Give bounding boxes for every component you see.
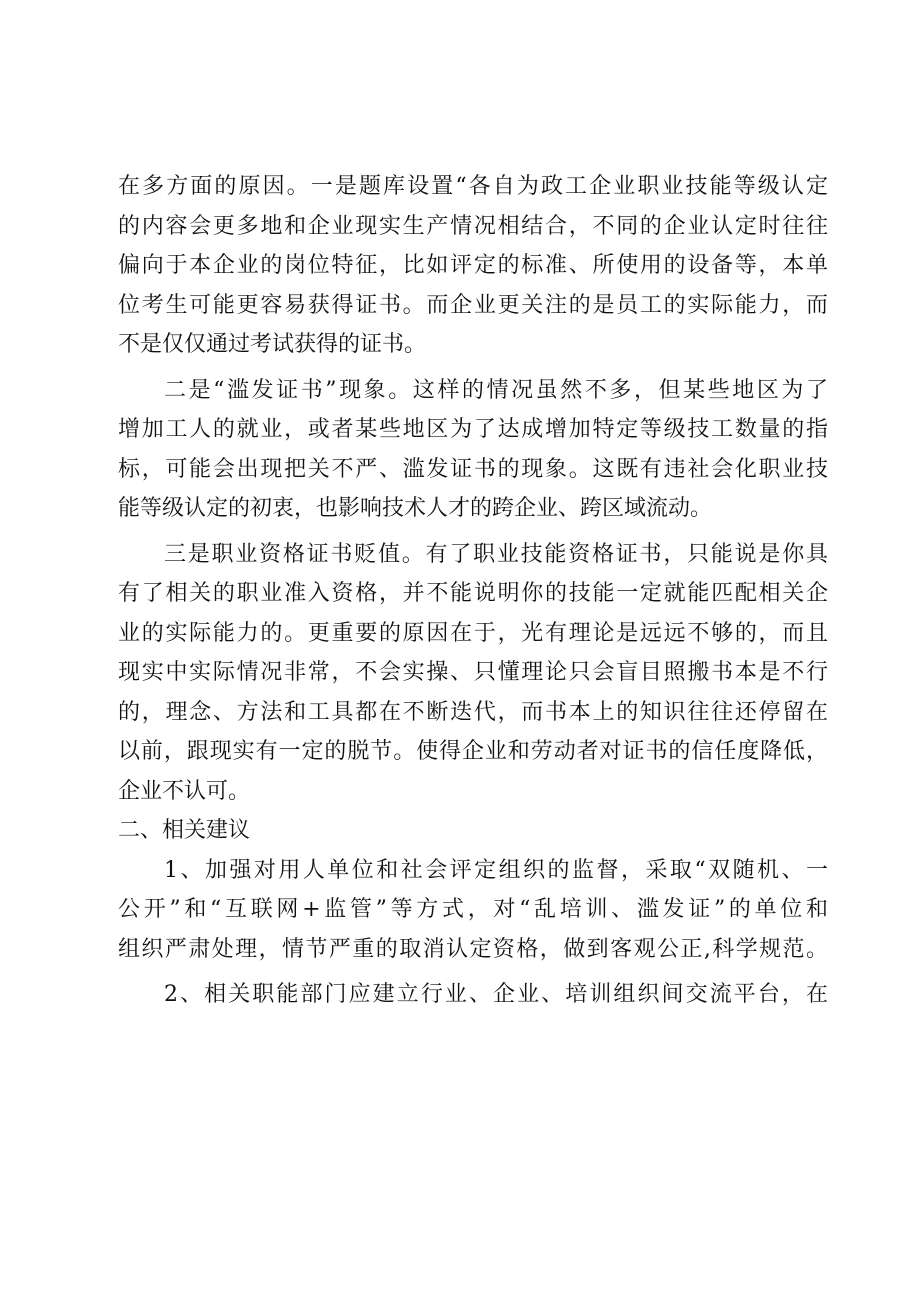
text-line: 不是仅仅通过考试获得的证书。 [118,332,427,357]
text-line: 三是职业资格证书贬值。有了职业技能资格证书，只能说是你具 [164,541,828,567]
text-line: 有了相关的职业准入资格，并不能说明你的技能一定就能匹配相关企 [118,581,828,606]
text-line: 能等级认定的初衷，也影响技术人才的跨企业、跨区域流动。 [118,496,713,521]
text-line: 2、相关职能部门应建立行业、企业、培训组织间交流平台，在 [164,982,828,1007]
text-line: 1、加强对用人单位和社会评定组织的监督，采取“双随机、一 [164,857,828,883]
text-line: 标，可能会出现把关不严、滥发证书的现象。这既有违社会化职业技 [118,456,828,482]
paragraph-suggestion-1 [118,851,828,970]
text-line: 企业不认可。 [118,778,251,804]
text-line: 增加工人的就业，或者某些地区为了达成增加特定等级技工数量的指 [118,417,828,442]
paragraph-causes-intro [118,167,828,365]
text-line: 二是“滥发证书”现象。这样的情况虽然不多，但某些地区为了 [164,377,828,403]
text-line: 现实中实际情况非常，不会实操、只懂理论只会盲目照搬书本是不行 [118,660,828,685]
text-line: 在多方面的原因。一是题库设置“各自为政工企业职业技能等级认定 [118,174,828,199]
text-line: 公开”和“互联网+监管”等方式，对“乱培训、滥发证”的单位和 [118,897,828,922]
section-heading: 二、相关建议 [118,818,251,843]
text-line: 组织严肃处理，情节严重的取消认定资格，做到客观公正,科学规范。 [118,936,828,962]
body-text [118,167,828,1015]
text-line: 以前，跟现实有一定的脱节。使得企业和劳动者对证书的信任度降低， [118,739,828,764]
text-line: 的内容会更多地和企业现实生产情况相结合，不同的企业认定时往往 [118,213,828,239]
text-line: 偏向于本企业的岗位特征，比如评定的标准、所使用的设备等，本单 [118,253,828,278]
text-line: 的，理念、方法和工具都在不断迭代，而书本上的知识往往还停留在 [118,699,828,725]
text-line: 位考生可能更容易获得证书。而企业更关注的是员工的实际能力，而 [118,292,828,318]
text-line: 业的实际能力的。更重要的原因在于，光有理论是远远不够的，而且 [118,620,828,646]
paragraph-certificate-devaluation [118,535,828,812]
paragraph-certificate-abuse [118,371,828,529]
paragraph-suggestion-2 [118,975,828,1015]
